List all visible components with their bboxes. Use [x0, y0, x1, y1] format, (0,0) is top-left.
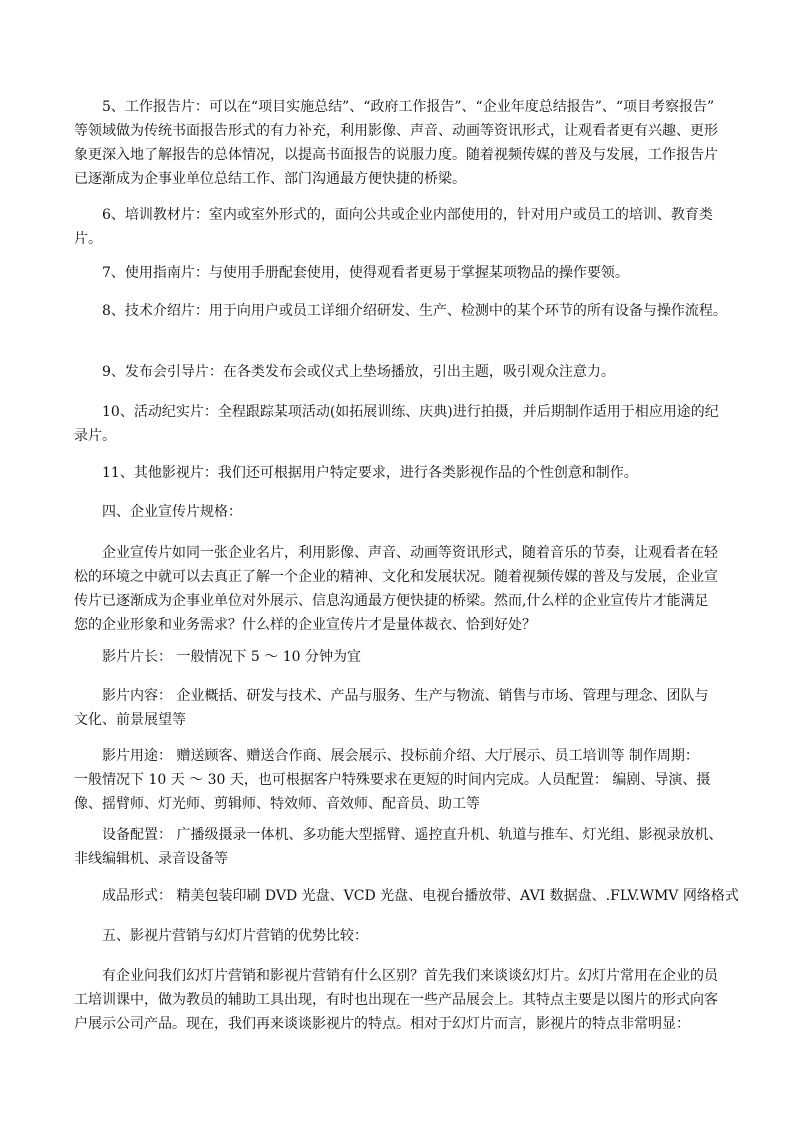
text-line: 文化、前景展望等	[74, 712, 186, 728]
text-line: 成品形式： 精美包装印刷 DVD 光盘、VCD 光盘、电视台播放带、AVI 数据盘、.FLV.WMV 网络格式	[102, 888, 739, 904]
paragraph-film-usage	[74, 744, 724, 816]
paragraph-film-length	[102, 645, 724, 669]
paragraph-corporate-film-intro	[74, 541, 724, 637]
text-line: 象更深入地了解报告的总体情况，以提高书面报告的说服力度。随着视频传媒的普及与发展，工作报告片	[74, 147, 718, 163]
paragraph-output-format	[102, 884, 739, 908]
text-line: 5、工作报告片：可以在“项目实施总结”、“政府工作报告”、“企业年度总结报告”、“项目考察报告”	[102, 99, 715, 115]
text-line: 7、使用指南片：与使用手册配套使用，使得观看者更易于掌握某项物品的操作要领。	[102, 265, 629, 281]
text-line: 影片片长： 一般情况下 5 ～ 10 分钟为宜	[102, 649, 361, 665]
section-heading-comparison	[102, 924, 724, 948]
paragraph-equipment	[74, 823, 724, 871]
text-line: 四、企业宣传片规格：	[102, 504, 242, 520]
text-line: 6、培训教材片：室内或室外形式的，面向公共或企业内部使用的，针对用户或员工的培训、教育类	[102, 207, 713, 223]
text-line: 片。	[74, 231, 102, 247]
paragraph-guide-film	[102, 261, 724, 285]
paragraph-film-content	[74, 684, 724, 732]
text-line: 工培训课中，做为教员的辅助工具出现，有时也出现在一些产品展会上。其特点主要是以图片的形式向客	[74, 992, 718, 1008]
text-line: 录片。	[74, 428, 116, 444]
paragraph-event-film	[74, 400, 724, 448]
text-line: 一般情况下 10 天 ～ 30 天，也可根据客户特殊要求在更短的时间内完成。人员配置： 编剧、导演、摄	[74, 772, 711, 788]
paragraph-training-film	[74, 203, 724, 251]
paragraph-other-film	[102, 461, 724, 485]
text-line: 影片内容： 企业概括、研发与技术、产品与服务、生产与物流、销售与市场、管理与理念、团队与	[102, 688, 709, 704]
text-line: 您的企业形象和业务需求？什么样的企业宣传片才是量体裁衣、恰到好处？	[74, 617, 536, 633]
text-line: 五、影视片营销与幻灯片营销的优势比较：	[102, 928, 368, 944]
text-line: 影片用途： 赠送顾客、赠送合作商、展会展示、投标前介绍、大厅展示、员工培训等 制作周期：	[102, 748, 699, 764]
paragraph-tech-film	[102, 299, 727, 323]
text-line: 10、活动纪实片：全程跟踪某项活动(如拓展训练、庆典)进行拍摄，并后期制作适用于相应用途的纪	[102, 404, 719, 420]
text-line: 企业宣传片如同一张企业名片，利用影像、声音、动画等资讯形式，随着音乐的节奏，让观看者在轻	[102, 545, 718, 561]
paragraph-work-report-film	[74, 95, 724, 191]
text-line: 9、发布会引导片：在各类发布会或仪式上垫场播放，引出主题，吸引观众注意力。	[102, 364, 615, 380]
text-line: 11、其他影视片：我们还可根据用户特定要求，进行各类影视作品的个性创意和制作。	[102, 465, 638, 481]
text-line: 松的环境之中就可以去真正了解一个企业的精神、文化和发展状况。随着视频传媒的普及与发展，企业宣	[74, 569, 718, 585]
text-line: 像、摇臂师、灯光师、剪辑师、特效师、音效师、配音员、助工等	[74, 796, 480, 812]
text-line: 户展示公司产品。现在，我们再来谈谈影视片的特点。相对于幻灯片而言，影视片的特点非常明显：	[74, 1016, 690, 1032]
paragraph-launch-film	[102, 360, 724, 384]
text-line: 等领域做为传统书面报告形式的有力补充，利用影像、声音、动画等资讯形式，让观看者更有兴趣、更形	[74, 123, 718, 139]
text-line: 设备配置： 广播级摄录一体机、多功能大型摇臂、遥控直升机、轨道与推车、灯光组、影视录放机、	[102, 827, 723, 843]
section-heading-specs	[102, 500, 724, 524]
text-line: 传片已逐渐成为企事业单位对外展示、信息沟通最方便快捷的桥梁。然而,什么样的企业宣传片才能满足	[74, 593, 709, 609]
text-line: 8、技术介绍片：用于向用户或员工详细介绍研发、生产、检测中的某个环节的所有设备与操作流程。	[102, 303, 727, 319]
text-line: 非线编辑机、录音设备等	[74, 851, 228, 867]
paragraph-comparison-body	[74, 964, 724, 1036]
text-line: 已逐渐成为企事业单位总结工作、部门沟通最方便快捷的桥梁。	[74, 171, 466, 187]
text-line: 有企业问我们幻灯片营销和影视片营销有什么区别？首先我们来谈谈幻灯片。幻灯片常用在企业的员	[102, 968, 718, 984]
